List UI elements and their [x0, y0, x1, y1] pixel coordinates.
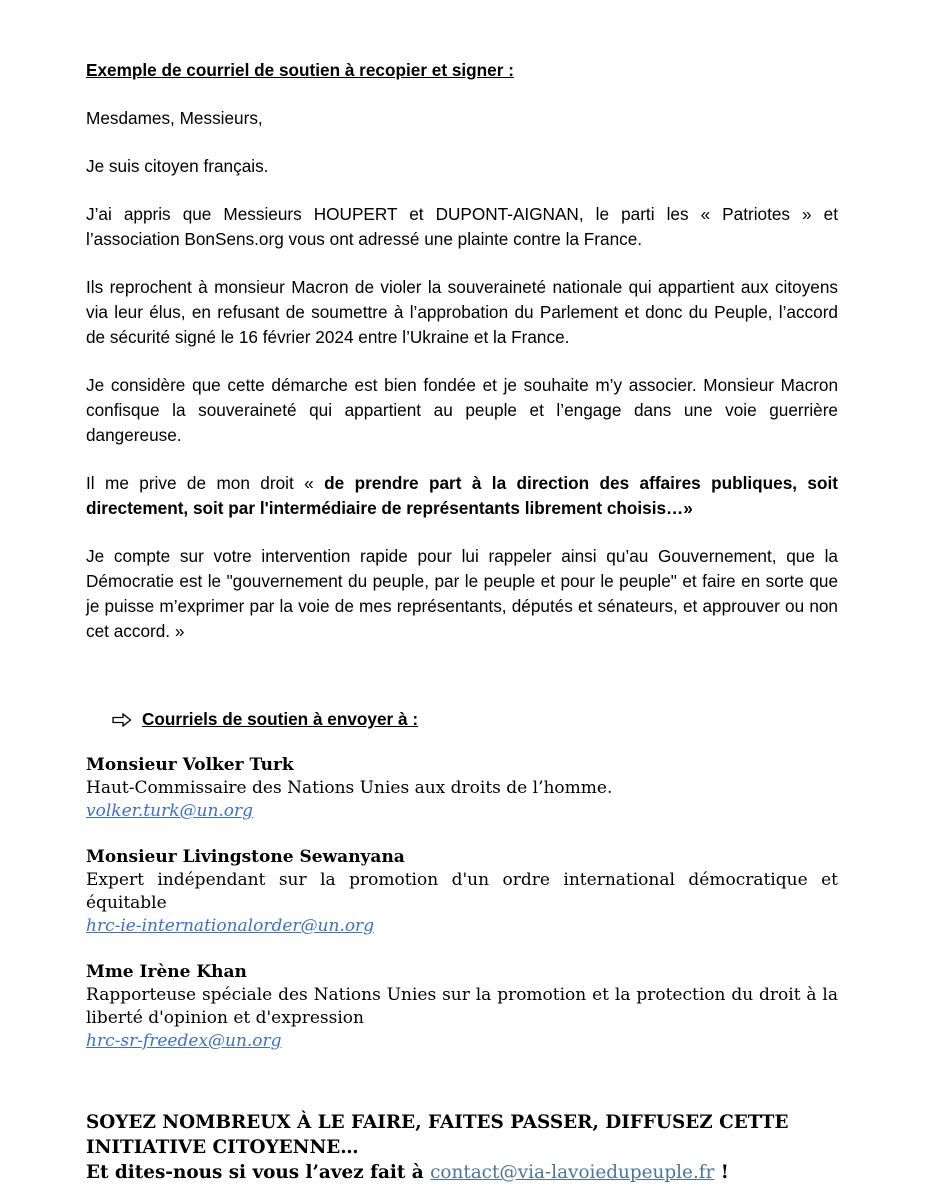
letter-paragraph-5-intro: Il me prive de mon droit «: [86, 473, 325, 493]
call-to-action: [86, 1110, 838, 1185]
contact-email-link[interactable]: volker.turk@un.org: [86, 801, 254, 821]
contact-card: [86, 961, 838, 1053]
contact-name: Mme Irène Khan: [86, 962, 247, 982]
contact-role: Haut-Commissaire des Nations Unies aux droits de l’homme.: [86, 778, 613, 798]
letter-paragraph-2: J’ai appris que Messieurs HOUPERT et DUPONT-AIGNAN, le parti les « Patriotes » et l’association BonSens.org vous ont adressé une plainte contre la France.: [86, 204, 838, 249]
letter-paragraph-5: [86, 471, 838, 521]
document-page: [86, 58, 838, 1185]
send-to-heading-label: Courriels de soutien à envoyer à :: [142, 709, 419, 729]
contact-email-link[interactable]: hrc-ie-internationalorder@un.org: [86, 916, 375, 936]
letter-greeting: Mesdames, Messieurs,: [86, 108, 263, 128]
contact-name: Monsieur Volker Turk: [86, 755, 294, 775]
right-arrow-icon: [112, 713, 132, 727]
contact-email-link[interactable]: contact@via-lavoiedupeuple.fr: [430, 1162, 715, 1183]
contact-card: [86, 846, 838, 938]
letter-paragraph-3: Ils reprochent à monsieur Macron de violer la souveraineté nationale qui appartient aux citoyens via leur élus, en refusant de soumettre à l’approbation du Parlement et donc du Peuple, l’accord de sécurité signé le 16 février 2024 entre l’Ukraine et la France.: [86, 277, 838, 347]
send-to-heading: [112, 707, 838, 732]
page-heading: Exemple de courriel de soutien à recopier et signer :: [86, 60, 514, 80]
letter-paragraph-6: Je compte sur votre intervention rapide pour lui rappeler ainsi qu’au Gouvernement, que la Démocratie est le "gouvernement du peuple, par le peuple et pour le peuple" et faire en sorte que je puisse m’exprimer par la voie de mes représentants, députés et sénateurs, et approuver ou non cet accord. »: [86, 546, 838, 641]
call-to-action-prefix: Et dites-nous si vous l’avez fait à: [86, 1162, 431, 1183]
contact-role: Rapporteuse spéciale des Nations Unies sur la promotion et la protection du droit à la liberté d'opinion et d'expression: [86, 985, 838, 1028]
letter-paragraph-4: Je considère que cette démarche est bien fondée et je souhaite m’y associer. Monsieur Macron confisque la souveraineté qui appartient au peuple et l’engage dans une voie guerrière dangereuse.: [86, 375, 838, 445]
contact-role: Expert indépendant sur la promotion d'un ordre international démocratique et équitable: [86, 870, 838, 913]
letter-paragraph-1: Je suis citoyen français.: [86, 156, 269, 176]
contact-card: [86, 754, 838, 823]
contact-email-link[interactable]: hrc-sr-freedex@un.org: [86, 1031, 282, 1051]
call-to-action-contact-line: [86, 1160, 838, 1185]
call-to-action-headline: SOYEZ NOMBREUX À LE FAIRE, FAITES PASSER, DIFFUSEZ CETTE INITIATIVE CITOYENNE…: [86, 1112, 789, 1158]
call-to-action-suffix: !: [714, 1162, 729, 1183]
letter-paragraph-5-quote: de prendre part à la direction des affaires publiques, soit directement, soit par l'intermédiaire de représentants librement choisis…»: [86, 473, 838, 518]
contact-name: Monsieur Livingstone Sewanyana: [86, 847, 405, 867]
